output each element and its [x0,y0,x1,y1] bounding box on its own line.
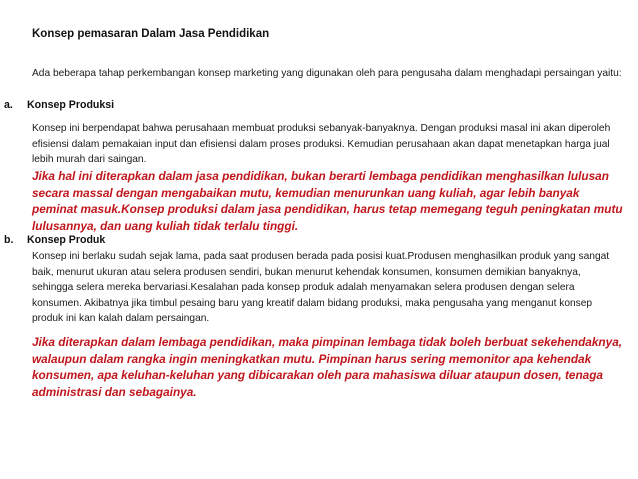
section-heading-produksi [4,98,114,112]
section-heading-produk [4,233,105,247]
section-body-produk: Konsep ini berlaku sudah sejak lama, pada saat produsen berada pada posisi kuat.Produsen menghasilkan produk yang sangat baik, menurut ukuran atau selera produsen sendiri, bukan menurut kehendak konsumen, konsumen demikian banyaknya, sehingga selera mereka bervariasi.Kesalahan pada konsep produk adalah menyamakan selera produsen dengan selera konsumen. Akibatnya jika timbul pesaing baru yang kreatif dalam bidang produksi, maka pengusaha yang menganut konsep produk ini kan kalah dalam persaingan. [32,251,610,324]
slide-title: Konsep pemasaran Dalam Jasa Pendidikan [32,28,270,40]
section-emphasis-produksi: Jika hal ini diterapkan dalam jasa pendidikan, bukan berarti lembaga pendidikan menghasilkan lulusan secara massal dengan mengabaikan mutu, kemudian menurunkan uang kuliah, agar lebih banyak peminat masuk.Konsep produksi dalam jasa pendidikan, harus tetap memegang teguh peningkatan mutu lulusannya, dan uang kuliah tidak terlalu tinggi. [32,169,623,233]
section-marker: b. [4,234,14,246]
section-heading-label: Konsep Produksi [27,99,115,111]
section-emphasis-produk: Jika diterapkan dalam lembaga pendidikan, maka pimpinan lembaga tidak boleh berbuat sekehendaknya, walaupun dalam rangka ingin meningkatkan mutu. Pimpinan harus sering memonitor apa kehendak konsumen, apa keluhan-keluhan yang dibicarakan oleh para mahasiswa diluar ataupun dosen, tenaga administrasi dan sebagainya. [32,335,623,399]
section-heading-label: Konsep Produk [27,234,106,246]
section-body-produksi: Konsep ini berpendapat bahwa perusahaan membuat produksi sebanyak-banyaknya. Dengan produksi masal ini akan diperoleh efisiensi dalam pemakaian input dan efisiensi dalam proses produksi. Kemudian perusahaan akan dapat menetapkan harga jual lebih murah dari saingan. [32,123,611,165]
intro-paragraph: Ada beberapa tahap perkembangan konsep marketing yang digunakan oleh para pengusaha dalam menghadapi persaingan yaitu: [32,68,622,79]
section-marker: a. [4,99,13,111]
